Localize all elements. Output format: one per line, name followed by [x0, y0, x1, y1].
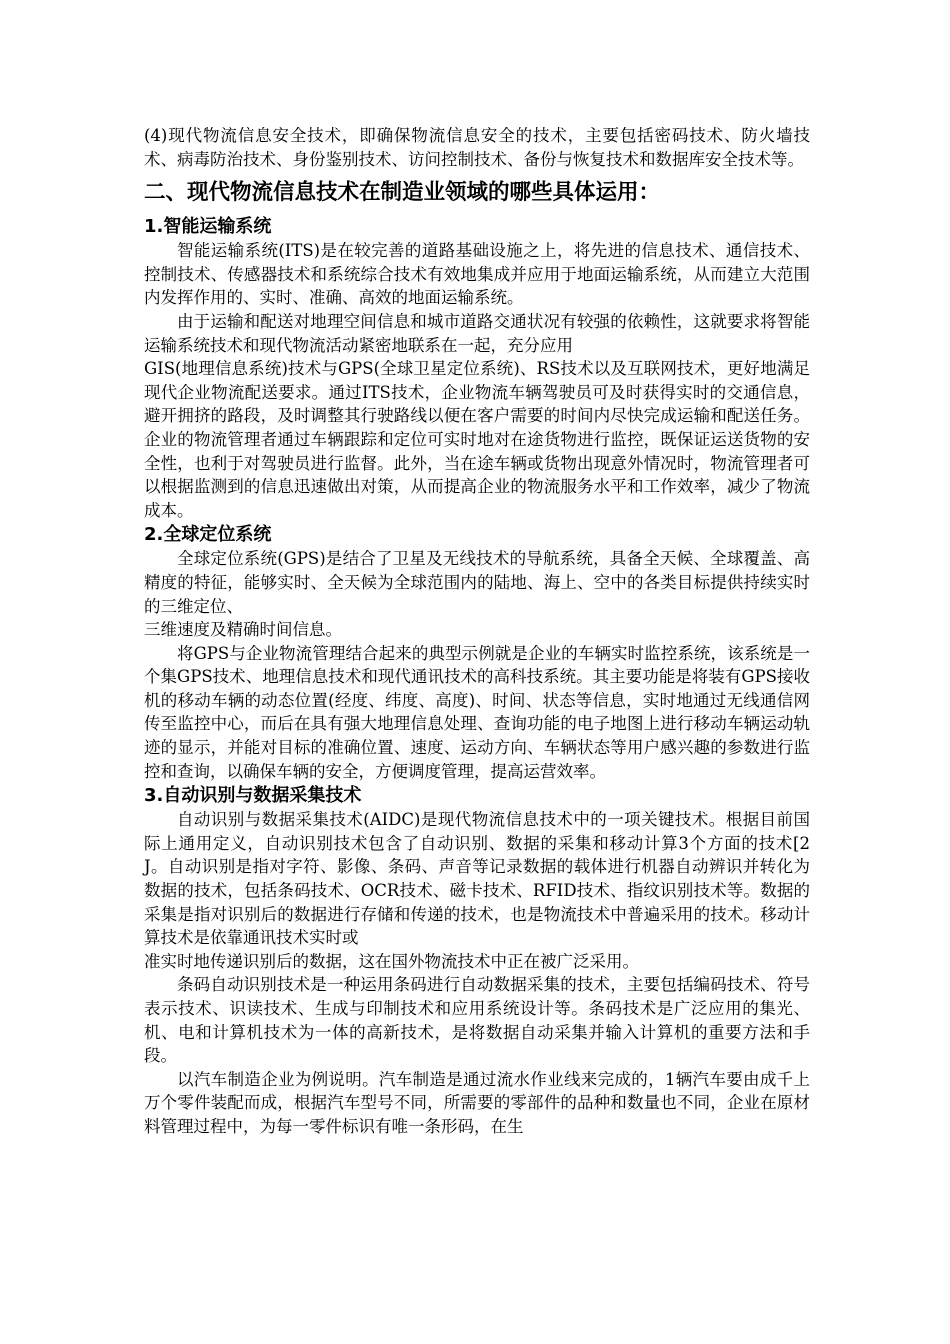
paragraph: 三维速度及精确时间信息。	[144, 620, 342, 640]
document-body	[144, 124, 810, 1139]
subsection-heading-its: 1.智能运输系统	[144, 216, 272, 238]
paragraph: GIS(地理信息系统)技术与GPS(全球卫星定位系统)、RS技术以及互联网技术，更好地满足现代企业物流配送要求。通过ITS技术，企业物流车辆驾驶员可及时获得实时的交通信息，避开拥挤的路段，及时调整其行驶路线以便在客户需要的时间内尽快完成运输和配送任务。企业的物流管理者通过车辆跟踪和定位可实时地对在途货物进行监控，既保证运送货物的安全性，也利于对驾驶员进行监督。此外，当在途车辆或货物出现意外情况时，物流管理者可以根据监测到的信息迅速做出对策，从而提高企业的物流服务水平和工作效率，减少了物流成本。	[144, 359, 810, 520]
subsection-heading-gps: 2.全球定位系统	[144, 524, 272, 546]
paragraph: 全球定位系统(GPS)是结合了卫星及无线技术的导航系统，具备全天候、全球覆盖、高精度的特征，能够实时、全天候为全球范围内的陆地、海上、空中的各类目标提供持续实时的三维定位、	[144, 549, 810, 616]
paragraph: 将GPS与企业物流管理结合起来的典型示例就是企业的车辆实时监控系统，该系统是一个集GPS技术、地理信息技术和现代通讯技术的高科技系统。其主要功能是将装有GPS接收机的移动车辆的动态位置(经度、纬度、高度)、时间、状态等信息，实时地通过无线通信网传至监控中心，而后在具有强大地理信息处理、查询功能的电子地图上进行移动车辆运动轨迹的显示，并能对目标的准确位置、速度、运动方向、车辆状态等用户感兴趣的参数进行监控和查询，以确保车辆的安全，方便调度管理，提高运营效率。	[144, 643, 810, 781]
paragraph: 以汽车制造企业为例说明。汽车制造是通过流水作业线来完成的，1辆汽车要由成千上万个零件装配而成，根据汽车型号不同，所需要的零部件的品种和数量也不同，企业在原材料管理过程中，为每一零件标识有唯一条形码，在生	[144, 1069, 810, 1136]
paragraph: 准实时地传递识别后的数据，这在国外物流技术中正在被广泛采用。	[144, 951, 639, 971]
paragraph: 自动识别与数据采集技术(AIDC)是现代物流信息技术中的一项关键技术。根据目前国际上通用定义，自动识别技术包含了自动识别、数据的采集和移动计算3个方面的技术[2 J。自动识别是指对字符、影像、条码、声音等记录数据的载体进行机器自动辨识并转化为数据的技术，包括条码技术、OCR技术、磁卡技术、RFID技术、指纹识别技术等。数据的采集是指对识别后的数据进行存储和传递的技术，也是物流技术中普遍采用的技术。移动计算技术是依靠通讯技术实时或	[144, 810, 810, 948]
paragraph: 由于运输和配送对地理空间信息和城市道路交通状况有较强的依赖性，这就要求将智能运输系统技术和现代物流活动紧密地联系在一起，充分应用	[144, 311, 810, 355]
paragraph: 智能运输系统(ITS)是在较完善的道路基础设施之上，将先进的信息技术、通信技术、控制技术、传感器技术和系统综合技术有效地集成并应用于地面运输系统，从而建立大范围内发挥作用的、实时、准确、高效的地面运输系统。	[144, 241, 810, 308]
intro-paragraph: (4)现代物流信息安全技术，即确保物流信息安全的技术，主要包括密码技术、防火墙技术、病毒防治技术、身份鉴别技术、访问控制技术、备份与恢复技术和数据库安全技术等。	[144, 126, 810, 169]
subsection-heading-aidc: 3.自动识别与数据采集技术	[144, 785, 362, 807]
paragraph: 条码自动识别技术是一种运用条码进行自动数据采集的技术，主要包括编码技术、符号表示技术、识读技术、生成与印制技术和应用系统设计等。条码技术是广泛应用的集光、机、电和计算机技术为一体的高新技术，是将数据自动采集并输入计算机的重要方法和手段。	[144, 975, 810, 1066]
section-title: 二、现代物流信息技术在制造业领域的哪些具体运用：	[144, 180, 661, 206]
